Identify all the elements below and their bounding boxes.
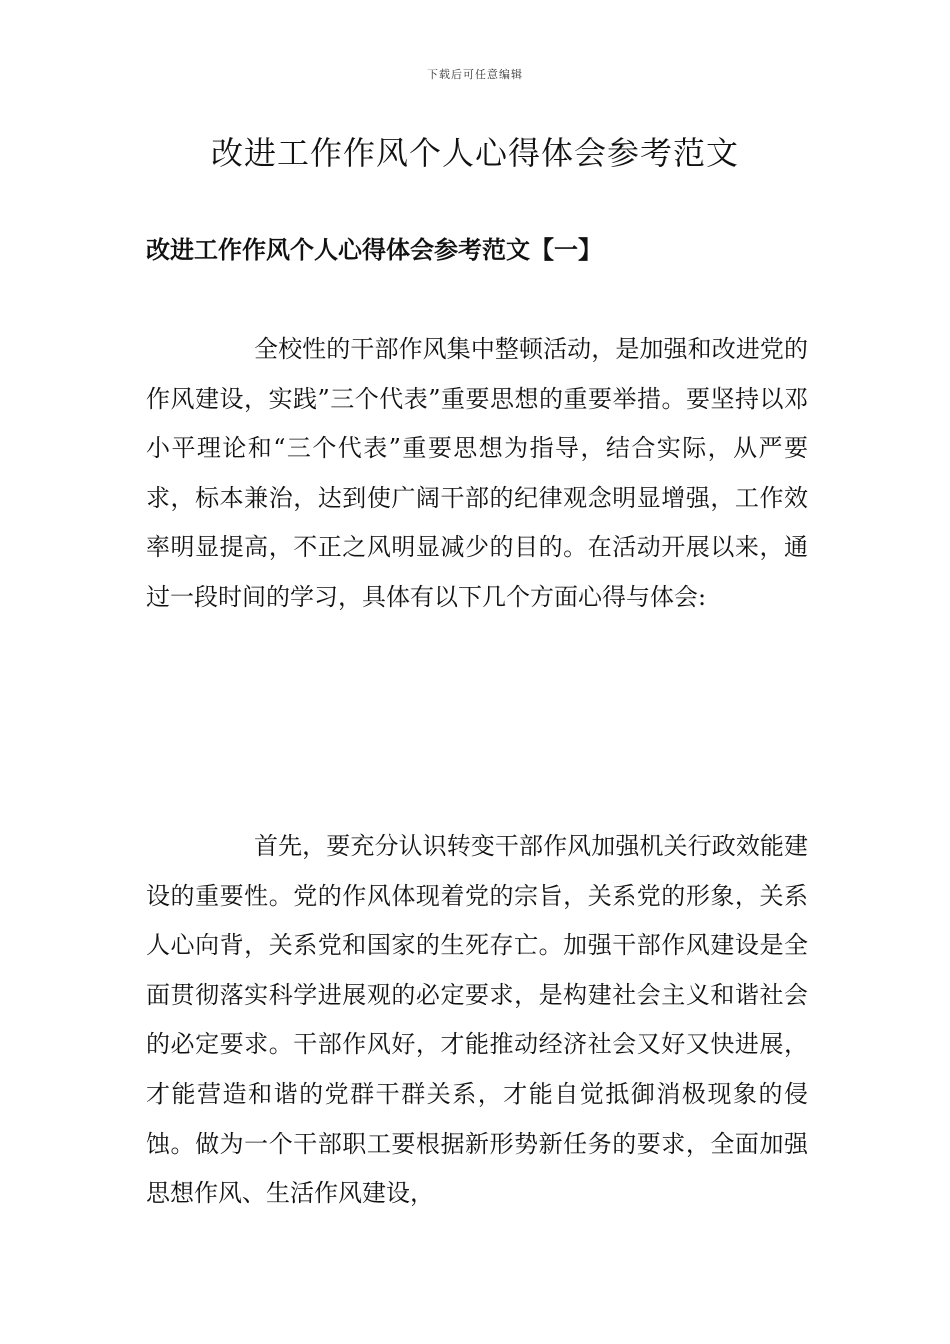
section-heading: 改进工作作风个人心得体会参考范文【一】 xyxy=(146,235,602,264)
body-paragraph-2: 首先，要充分认识转变干部作风加强机关行政效能建设的重要性。党的作风体现着党的宗旨，关系党的形象，关系人心向背，关系党和国家的生死存亡。加强干部作风建设是全面贯彻落实科学进展观的必定要求，是构建社会主义和谐社会的必定要求。干部作风好，才能推动经济社会又好又快进展，才能营造和谐的党群干群关系，才能自觉抵御消极现象的侵蚀。做为一个干部职工要根据新形势新任务的要求，全面加强思想作风、生活作风建设， xyxy=(146,832,808,1208)
body-paragraph-1: 全校性的干部作风集中整顿活动，是加强和改进党的作风建设，实践”三个代表”重要思想的重要举措。要坚持以邓小平理论和“三个代表”重要思想为指导，结合实际，从严要求，标本兼治，达到使广阔干部的纪律观念明显增强，工作效率明显提高，不正之风明显减少的目的。在活动开展以来，通过一段时间的学习，具体有以下几个方面心得与体会: xyxy=(146,335,808,611)
header-note: 下载后可任意编辑 xyxy=(427,68,523,81)
page-title: 改进工作作风个人心得体会参考范文 xyxy=(210,134,739,172)
